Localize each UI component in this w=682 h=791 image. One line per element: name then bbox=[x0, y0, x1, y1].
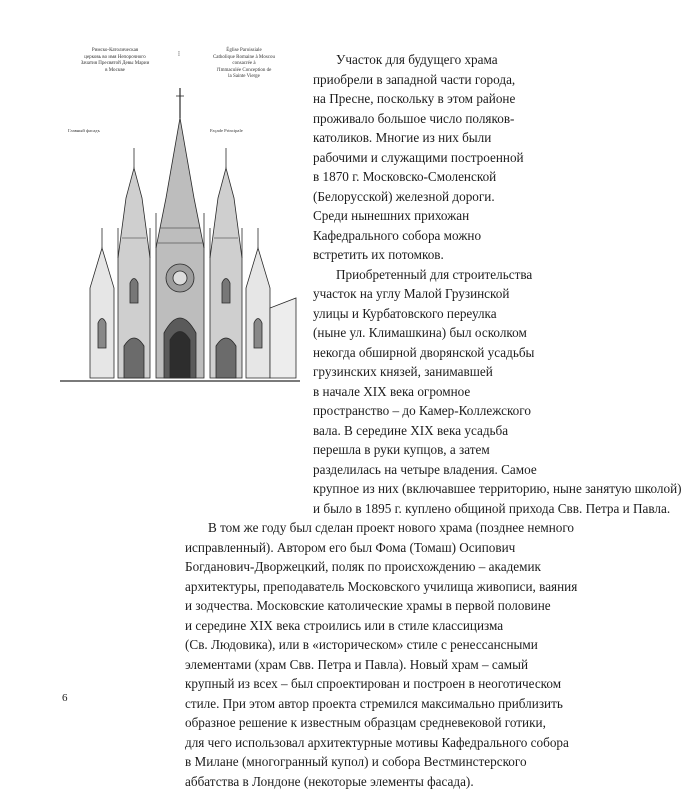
para-1-line: встретить их потомков. bbox=[313, 245, 444, 265]
illustration-caption-french: Église Paroissiale Catholique Romaine à Moscou consacrée à l'Immaculée Conception de la Sainte Vierge bbox=[188, 48, 300, 81]
para-2-line: перешла в руки купцов, а затем bbox=[313, 440, 490, 460]
para-1-line: католиков. Многие из них были bbox=[313, 128, 491, 148]
para-3-line: В том же году был сделан проект нового храма (позднее немного bbox=[208, 518, 574, 538]
para-3-line: и зодчества. Московские католические храмы в первой половине bbox=[185, 596, 551, 616]
para-3-line: и середине XIX века строились или в стиле классицизма bbox=[185, 616, 503, 636]
para-3-line: исправленный). Автором его был Фома (Томаш) Осипович bbox=[185, 538, 515, 558]
para-3-line: (Св. Людовика), или в «историческом» стиле с ренессансными bbox=[185, 635, 538, 655]
para-3-line: архитектуры, преподаватель Московского училища живописи, ваяния bbox=[185, 577, 577, 597]
para-2-line: (ныне ул. Климашкина) был осколком bbox=[313, 323, 527, 343]
para-2-line: и было в 1895 г. куплено общиной прихода Свв. Петра и Павла. bbox=[313, 499, 670, 519]
para-3-line: аббатства в Лондоне (некоторые элементы фасада). bbox=[185, 772, 474, 791]
para-1-line: в 1870 г. Московско-Смоленской bbox=[313, 167, 496, 187]
caption-divider: ⁞ bbox=[178, 50, 180, 58]
para-1-line: приобрели в западной части города, bbox=[313, 70, 515, 90]
para-3-line: для чего использовал архитектурные мотивы Кафедрального собора bbox=[185, 733, 569, 753]
para-1-line: Кафедрального собора можно bbox=[313, 226, 481, 246]
para-1-line: Участок для будущего храма bbox=[336, 50, 498, 70]
cathedral-facade-drawing bbox=[60, 48, 300, 388]
para-2-line: крупное из них (включавшее территорию, ныне занятую школой) bbox=[313, 479, 682, 499]
para-2-line: разделилась на четыре владения. Самое bbox=[313, 460, 537, 480]
illustration-label-russian: Главный фасадъ bbox=[68, 128, 100, 133]
para-2-line: Приобретенный для строительства bbox=[336, 265, 532, 285]
para-3-line: крупный из всех – был спроектирован и построен в неоготическом bbox=[185, 674, 561, 694]
para-2-line: вала. В середине XIX века усадьба bbox=[313, 421, 508, 441]
para-2-line: грузинских князей, занимавшей bbox=[313, 362, 493, 382]
para-3-line: образное решение к известным образцам средневековой готики, bbox=[185, 713, 546, 733]
illustration-label-french: Façade Principale bbox=[210, 128, 243, 133]
para-1-line: проживало большое число поляков- bbox=[313, 109, 514, 129]
para-2-line: в начале XIX века огромное bbox=[313, 382, 470, 402]
para-2-line: пространство – до Камер-Коллежского bbox=[313, 401, 531, 421]
para-1-line: Среди нынешних прихожан bbox=[313, 206, 469, 226]
para-3-line: элементами (храм Свв. Петра и Павла). Новый храм – самый bbox=[185, 655, 528, 675]
para-3-line: стиле. При этом автор проекта стремился максимально приблизить bbox=[185, 694, 563, 714]
para-2-line: участок на углу Малой Грузинской bbox=[313, 284, 509, 304]
para-2-line: некогда обширной дворянской усадьбы bbox=[313, 343, 534, 363]
page-number: 6 bbox=[62, 692, 68, 704]
para-1-line: рабочими и служащими построенной bbox=[313, 148, 524, 168]
para-3-line: Богданович-Дворжецкий, поляк по происхождению – академик bbox=[185, 557, 541, 577]
illustration-caption-russian: Римско-Католическая церковь во имя Непорочного Зачатия Пресвятой Девы Марии в Москве bbox=[60, 48, 170, 74]
para-3-line: в Милане (многогранный купол) и собора Вестминстерского bbox=[185, 752, 527, 772]
para-2-line: улицы и Курбатовского переулка bbox=[313, 304, 497, 324]
para-1-line: (Белорусской) железной дороги. bbox=[313, 187, 495, 207]
cathedral-illustration bbox=[60, 48, 300, 388]
para-1-line: на Пресне, поскольку в этом районе bbox=[313, 89, 515, 109]
